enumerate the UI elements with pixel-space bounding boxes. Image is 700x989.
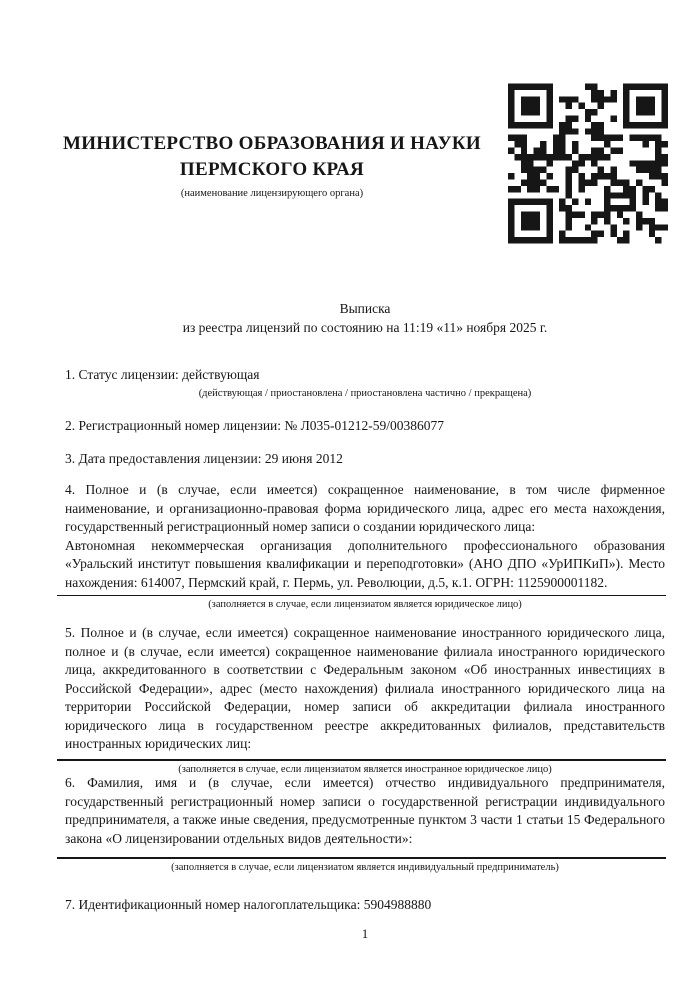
foreign-entity-caption: (заполняется в случае, если лицензиатом является иностранное юридическое лицо) [178,763,552,775]
item-foreign-entity [65,624,665,776]
item-license-status [65,366,665,400]
taxpayer-number-text: 7. Идентификационный номер налогоплательщика: 5904988880 [65,897,432,912]
license-status-caption: (действующая / приостановлена / приостановлена частично / прекращена) [198,387,532,399]
individual-entrepreneur-label: 6. Фамилия, имя и (в случае, если имеется) отчество индивидуального предпринимателя, государственный регистрационный номер записи о государственной регистрации индивидуального предпринимателя, а также иные сведения, предусмотренные пунктом 3 части 1 статьи 15 Федерального закона «О лицензировании отдельных видов деятельности»: [65,775,665,846]
legal-entity-label: 4. Полное и (в случае, если имеется) сокращенное наименование, в том числе фирменное наименование, и организационно-правовая форма юридического лица, адрес его места нахождения, государственный регистрационный номер записи о создании юридического лица: [65,482,665,534]
item-individual-entrepreneur [65,774,665,874]
grant-date-text: 3. Дата предоставления лицензии: 29 июня 2012 [65,451,343,466]
legal-entity-value: Автономная некоммерческая организация дополнительного профессионального образования «Уральский институт повышения квалификации и переподготовки» (АНО ДПО «УрИПКиП»). Место нахождения: 614007, Пермский край, г. Пермь, ул. Революции, д.5, к.1. ОГРН: 1125900001182. [65,537,665,590]
license-status-text: 1. Статус лицензии: действующая [65,367,260,382]
document-title [65,300,665,337]
document-title-line1: Выписка [339,301,391,316]
ministry-name-line1: МИНИСТЕРСТВО ОБРАЗОВАНИЯ И НАУКИ [62,133,482,154]
ministry-header [62,131,482,200]
document-title-line2: из реестра лицензий по состоянию на 11:19 «11» ноября 2025 г. [182,319,548,335]
ministry-name-line2: ПЕРМСКОГО КРАЯ [179,159,365,180]
item-grant-date [65,450,665,469]
fill-in-rule [57,857,666,859]
ministry-caption: (наименование лицензирующего органа) [180,188,364,199]
individual-entrepreneur-caption: (заполняется в случае, если лицензиатом является индивидуальный предприниматель) [171,862,559,873]
registration-number-text: 2. Регистрационный номер лицензии: № Л035-01212-59/00386077 [65,418,445,433]
item-taxpayer-number [65,896,665,915]
qr-code-icon [508,82,668,245]
fill-in-rule [57,595,666,596]
item-legal-entity [65,481,665,611]
item-registration-number [65,417,665,436]
page-number: 1 [361,926,369,941]
fill-in-rule [57,759,666,761]
foreign-entity-label: 5. Полное и (в случае, если имеется) сокращенное наименование иностранного юридического лица, полное и (в случае, если имеется) сокращенное наименование филиала иностранного юридического лица, аккредитованного в соответствии с Федеральным законом «Об иностранных инвестициях в Российской Федерации», адрес (место нахождения) филиала иностранного юридического лица на территории Российской Федерации, номер записи об аккредитации филиала иностранного юридического лица в государственном реестре аккредитованных филиалов, представительств иностранных юридических лиц: [65,625,665,751]
legal-entity-caption: (заполняется в случае, если лицензиатом является юридическое лицо) [208,599,522,610]
